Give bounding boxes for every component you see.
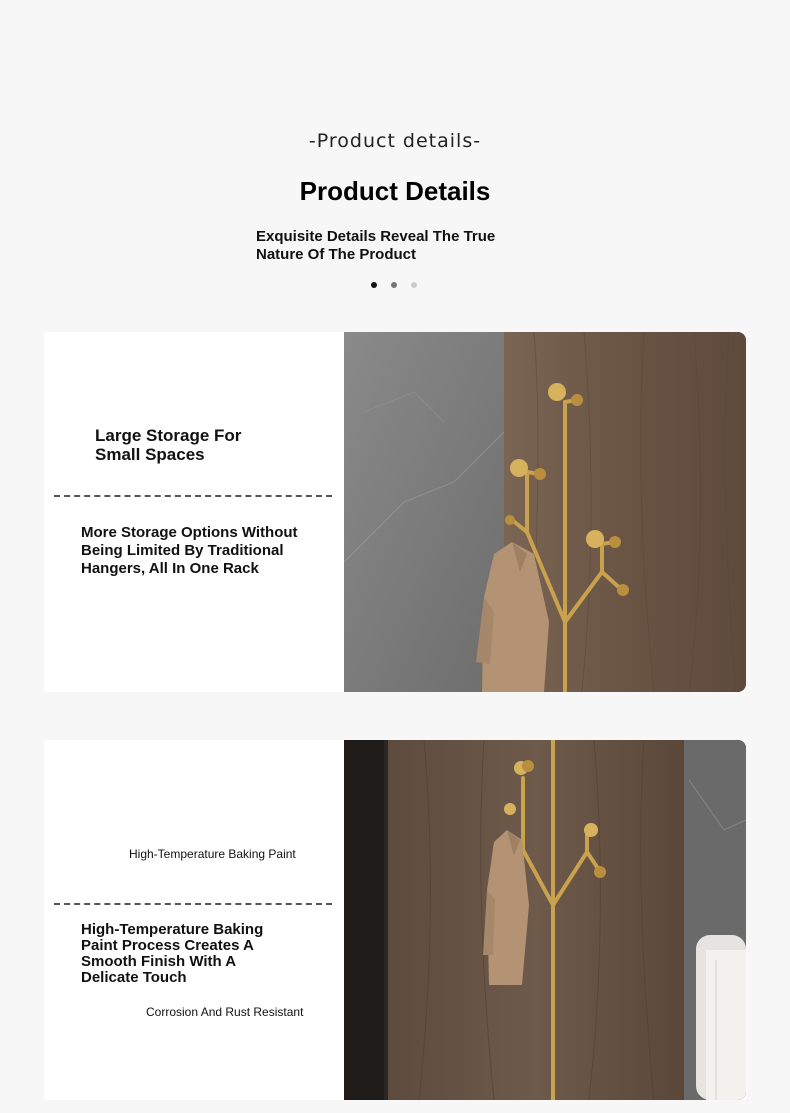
feature-description <box>81 922 311 986</box>
feature-description-line: Hangers, All In One Rack <box>81 560 259 577</box>
feature-description-line: Smooth Finish With A <box>81 953 237 970</box>
feature-description-line: High-Temperature Baking <box>81 921 264 938</box>
feature-heading-line: Large Storage For <box>95 426 242 445</box>
carousel-dot-3[interactable] <box>411 282 417 288</box>
header-section <box>0 0 790 320</box>
feature-description-line: Being Limited By Traditional <box>81 542 284 559</box>
eyebrow-label: -Product details- <box>308 130 482 152</box>
feature-tag: High-Temperature Baking Paint <box>129 847 296 861</box>
feature-heading-line: Small Spaces <box>95 445 205 464</box>
page-title: Product Details <box>299 176 491 206</box>
dashed-divider <box>54 495 332 497</box>
feature-description <box>81 524 341 578</box>
feature-tag: Corrosion And Rust Resistant <box>146 1005 304 1019</box>
feature-text <box>44 332 344 692</box>
feature-description-line: Delicate Touch <box>81 969 187 986</box>
coat-rack-photo-1 <box>344 332 746 692</box>
carousel-dot-1[interactable] <box>371 282 377 288</box>
feature-heading <box>95 426 335 464</box>
feature-section-paint <box>44 740 746 1100</box>
feature-text <box>44 740 344 1100</box>
subtitle-line: Nature Of The Product <box>256 246 417 263</box>
subtitle-line: Exquisite Details Reveal The True <box>256 228 496 245</box>
dashed-divider <box>54 903 332 905</box>
feature-description-line: More Storage Options Without <box>81 524 298 541</box>
feature-section-storage <box>44 332 746 692</box>
coat-rack-photo-2 <box>344 740 746 1100</box>
carousel-dot-2[interactable] <box>391 282 397 288</box>
page-subtitle <box>256 228 526 264</box>
feature-description-line: Paint Process Creates A <box>81 937 254 954</box>
